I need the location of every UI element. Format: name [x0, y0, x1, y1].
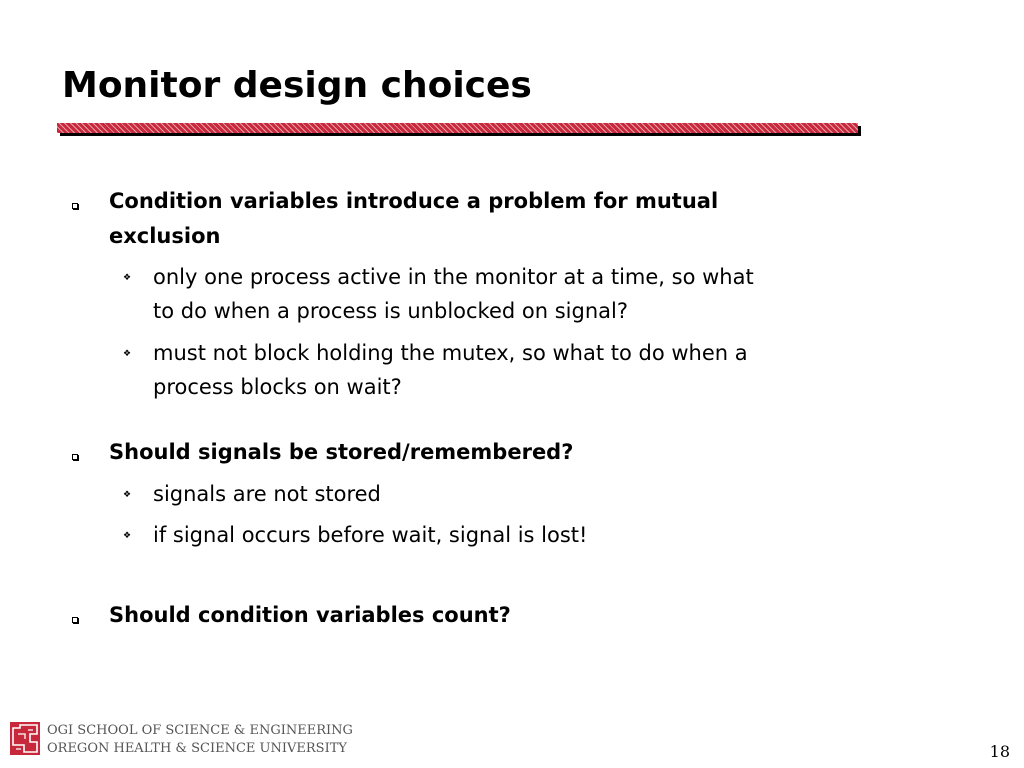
diamond-bullet-icon: ❖: [123, 531, 132, 541]
square-bullet-icon: [72, 454, 78, 460]
title-rule: [57, 123, 858, 133]
diamond-bullet-icon: ❖: [123, 273, 132, 283]
bullet-text-line: Should signals be stored/remembered?: [109, 440, 574, 464]
slide-title: Monitor design choices: [62, 65, 532, 106]
ogi-logo-icon: [10, 722, 40, 755]
footer-logo-line-2: OREGON HEALTH & SCIENCE UNIVERSITY: [47, 741, 347, 756]
sub-bullet-text-line: if signal occurs before wait, signal is lost!: [153, 523, 588, 547]
diamond-bullet-icon: ❖: [123, 349, 132, 359]
bullet-text-line: exclusion: [109, 224, 221, 248]
page-number: 18: [989, 742, 1010, 761]
footer-logo-line-1: OGI SCHOOL OF SCIENCE & ENGINEERING: [47, 723, 353, 738]
sub-bullet-text-line: only one process active in the monitor at a time, so what: [153, 265, 754, 289]
sub-bullet-text-line: to do when a process is unblocked on signal?: [153, 299, 628, 323]
sub-bullet-text-line: process blocks on wait?: [153, 375, 402, 399]
bullet-text-line: Should condition variables count?: [109, 603, 511, 627]
bullet-text-line: Condition variables introduce a problem for mutual: [109, 189, 719, 213]
square-bullet-icon: [72, 203, 78, 209]
sub-bullet-text-line: must not block holding the mutex, so what to do when a: [153, 341, 748, 365]
square-bullet-icon: [72, 617, 78, 623]
sub-bullet-text-line: signals are not stored: [153, 482, 381, 506]
diamond-bullet-icon: ❖: [123, 490, 132, 500]
